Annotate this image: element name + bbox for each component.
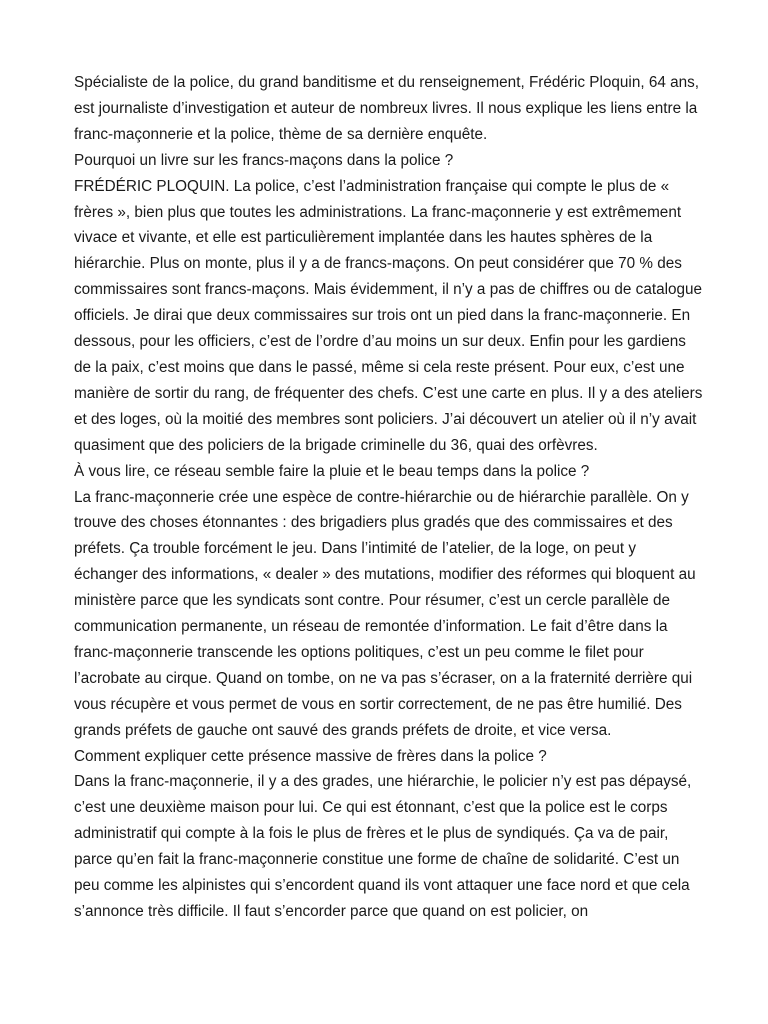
article-body bbox=[74, 70, 704, 925]
answer-3: Dans la franc-maçonnerie, il y a des grades, une hiérarchie, le policier n’y est pas dépaysé, c’est une deuxième maison pour lui. Ce qui est étonnant, c’est que la police est le corps administratif qui compte à la fois le plus de frères et le plus de syndiqués. Ça va de pair, parce qu’en fait la franc-maçonnerie constitue une forme de chaîne de solidarité. C’est un peu comme les alpinistes qui s’encordent quand ils vont attaquer une face nord et que cela s’annonce très difficile. Il faut s’encorder parce que quand on est policier, on bbox=[74, 773, 692, 920]
question-1: Pourquoi un livre sur les francs-maçons dans la police ? bbox=[74, 151, 454, 169]
question-3: Comment expliquer cette présence massive de frères dans la police ? bbox=[74, 747, 547, 765]
question-2: À vous lire, ce réseau semble faire la pluie et le beau temps dans la police ? bbox=[74, 462, 590, 480]
intro-paragraph: Spécialiste de la police, du grand banditisme et du renseignement, Frédéric Ploquin, 64 ans, est journaliste d’investigation et auteur de nombreux livres. Il nous explique les liens entre la franc-maçonnerie et la police, thème de sa dernière enquête. bbox=[74, 74, 699, 143]
answer-2: La franc-maçonnerie crée une espèce de contre-hiérarchie ou de hiérarchie parallèle. On y trouve des choses étonnantes : des brigadiers plus gradés que des commissaires et des préfets. Ça trouble forcément le jeu. Dans l’intimité de l’atelier, de la loge, on peut y échanger des informations, « dealer » des mutations, modifier des réformes qui bloquent au ministère parce que les syndicats sont contre. Pour résumer, c’est un cercle parallèle de communication permanente, un réseau de remontée d’information. Le fait d’être dans la franc-maçonnerie transcende les options politiques, c’est un peu comme le filet pour l’acrobate au cirque. Quand on tombe, on ne va pas s’écraser, on a la fraternité derrière qui vous récupère et vous permet de vous en sortir correctement, de ne pas être humilié. Des grands préfets de gauche ont sauvé des grands préfets de droite, et vice versa. bbox=[74, 488, 696, 739]
answer-1: FRÉDÉRIC PLOQUIN. La police, c’est l’administration française qui compte le plus de « frères », bien plus que toutes les administrations. La franc-maçonnerie y est extrêmement vivace et vivante, et elle est particulièrement implantée dans les hautes sphères de la hiérarchie. Plus on monte, plus il y a de francs-maçons. On peut considérer que 70 % des commissaires sont francs-maçons. Mais évidemment, il n’y a pas de chiffres ou de catalogue officiels. Je dirai que deux commissaires sur trois ont un pied dans la franc-maçonnerie. En dessous, pour les officiers, c’est de l’ordre d’au moins un sur deux. Enfin pour les gardiens de la paix, c’est moins que dans le passé, même si cela reste présent. Pour eux, c’est une manière de sortir du rang, de fréquenter des chefs. C’est une carte en plus. Il y a des ateliers et des loges, où la moitié des membres sont policiers. J’ai découvert un atelier où il n’y avait quasiment que des policiers de la brigade criminelle du 36, quai des orfèvres. bbox=[74, 177, 703, 454]
